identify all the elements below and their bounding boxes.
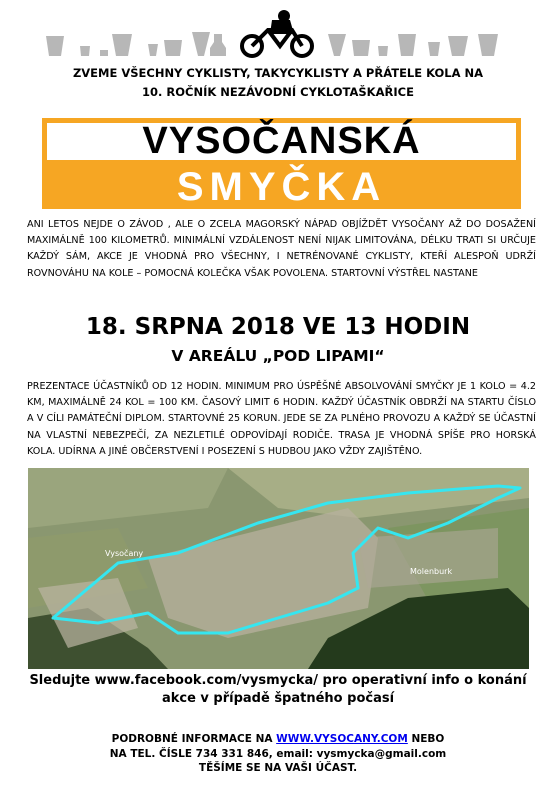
contact-line-2 [0, 747, 556, 762]
map-label-right: Molenburk [410, 567, 453, 576]
glass-icon [164, 40, 182, 56]
banner-title-top [42, 118, 521, 165]
closing-line: TĚŠÍME SE NA VAŠI ÚČAST. [198, 762, 358, 774]
invitation-line-2: 10. ROČNÍK NEZÁVODNÍ CYKLOTAŠKAŘICE [142, 85, 414, 99]
contact-line-1 [0, 732, 556, 747]
glass-icon [428, 42, 440, 56]
glass-icon [352, 40, 370, 56]
email-address[interactable]: email: vysmycka@gmail.com [272, 747, 447, 760]
glass-icon [192, 32, 210, 56]
facebook-line-1: Sledujte www.facebook.com/vysmycka/ pro operativní info o konání [29, 673, 527, 688]
event-venue: V AREÁLU „POD LIPAMI“ [171, 347, 385, 365]
bottle-icon [210, 34, 226, 56]
map-label-left: Vysočany [105, 549, 144, 558]
route-map [28, 468, 529, 669]
glass-icon [80, 46, 90, 56]
facebook-line-2: akce v případě špatného počasí [161, 691, 395, 706]
intro-paragraph: ANI LETOS NEJDE O ZÁVOD , ALE O ZCELA MAGORSKÝ NÁPAD OBJÍŽDĚT VYSOČANY AŽ DO DOSAŽENÍ MAXIMÁLNĚ 100 KILOMETRŮ. MINIMÁLNÍ VZDÁLENOST NENÍ NIJAK LIMITOVÁNA, DÉLKU TRATI SI URČUJE KAŽDÝ SÁM, AKCE JE VHODNÁ PRO VŠECHNY, I NETRÉNOVANÉ CYKLISTY, KTEŘÍ ALESPOŇ UDRŽÍ ROVNOVÁHU NA KOLE – POMOCNÁ KOLEČKA VŠAK POVOLENA. STARTOVNÍ VÝSTŘEL NASTANE [27, 219, 536, 279]
glass-icon [328, 34, 346, 56]
event-title-top: VYSOČANSKÁ [142, 120, 421, 162]
invitation-text [0, 64, 556, 102]
glass-icon [378, 46, 388, 56]
glass-icon [448, 36, 468, 56]
glass-icon [398, 34, 416, 56]
banner-title-bottom [42, 165, 521, 209]
event-date: 18. SRPNA 2018 VE 13 HODIN [85, 314, 471, 340]
village-area [358, 528, 498, 588]
contact-suffix: NEBO [407, 733, 445, 745]
invitation-line-1: ZVEME VŠECHNY CYKLISTY, TAKYCYKLISTY A PŘÁTELE KOLA NA [72, 66, 484, 80]
phone-number: NA TEL. ČÍSLE 734 331 846, [109, 747, 273, 760]
glass-icon [100, 50, 108, 56]
glass-icon [46, 36, 64, 56]
glass-icon [148, 44, 158, 56]
facebook-notice [0, 672, 556, 708]
glass-icon [112, 34, 132, 56]
website-link[interactable]: WWW.VYSOCANY.COM [276, 733, 408, 745]
contact-info [0, 732, 556, 776]
event-title-bottom: SMYČKA [176, 164, 387, 209]
details-paragraph: PREZENTACE ÚČASTNÍKŮ OD 12 HODIN. MINIMUM PRO ÚSPĚŠNÉ ABSOLVOVÁNÍ SMYČKY JE 1 KOLO = 4.2 KM, MAXIMÁLNĚ 24 KOL = 100 KM. ČASOVÝ LIMIT 6 HODIN. KAŽDÝ ÚČASTNÍK OBDRŽÍ NA STARTU ČÍSLO A V CÍLI PAMÁTEČNÍ DIPLOM. STARTOVNÉ 25 KORUN. JEDE SE ZA PLNÉHO PROVOZU A KAŽDÝ SE ÚČASTNÍ NA VLASTNÍ NEBEZPEČÍ, ZA NEZLETILÉ ODPOVÍDAJÍ RODIČE. TRASA JE VHODNÁ SPÍŠE PRO HORSKÁ KOLA. UDÍRNA A JINÉ OBČERSTVENÍ I POSEZENÍ S HUDBOU JAKO VŽDY ZAJIŠTĚNO. [27, 381, 536, 457]
glass-icon [478, 34, 498, 56]
contact-prefix: PODROBNÉ INFORMACE NA [111, 733, 277, 745]
decorative-header-icons [0, 4, 556, 60]
